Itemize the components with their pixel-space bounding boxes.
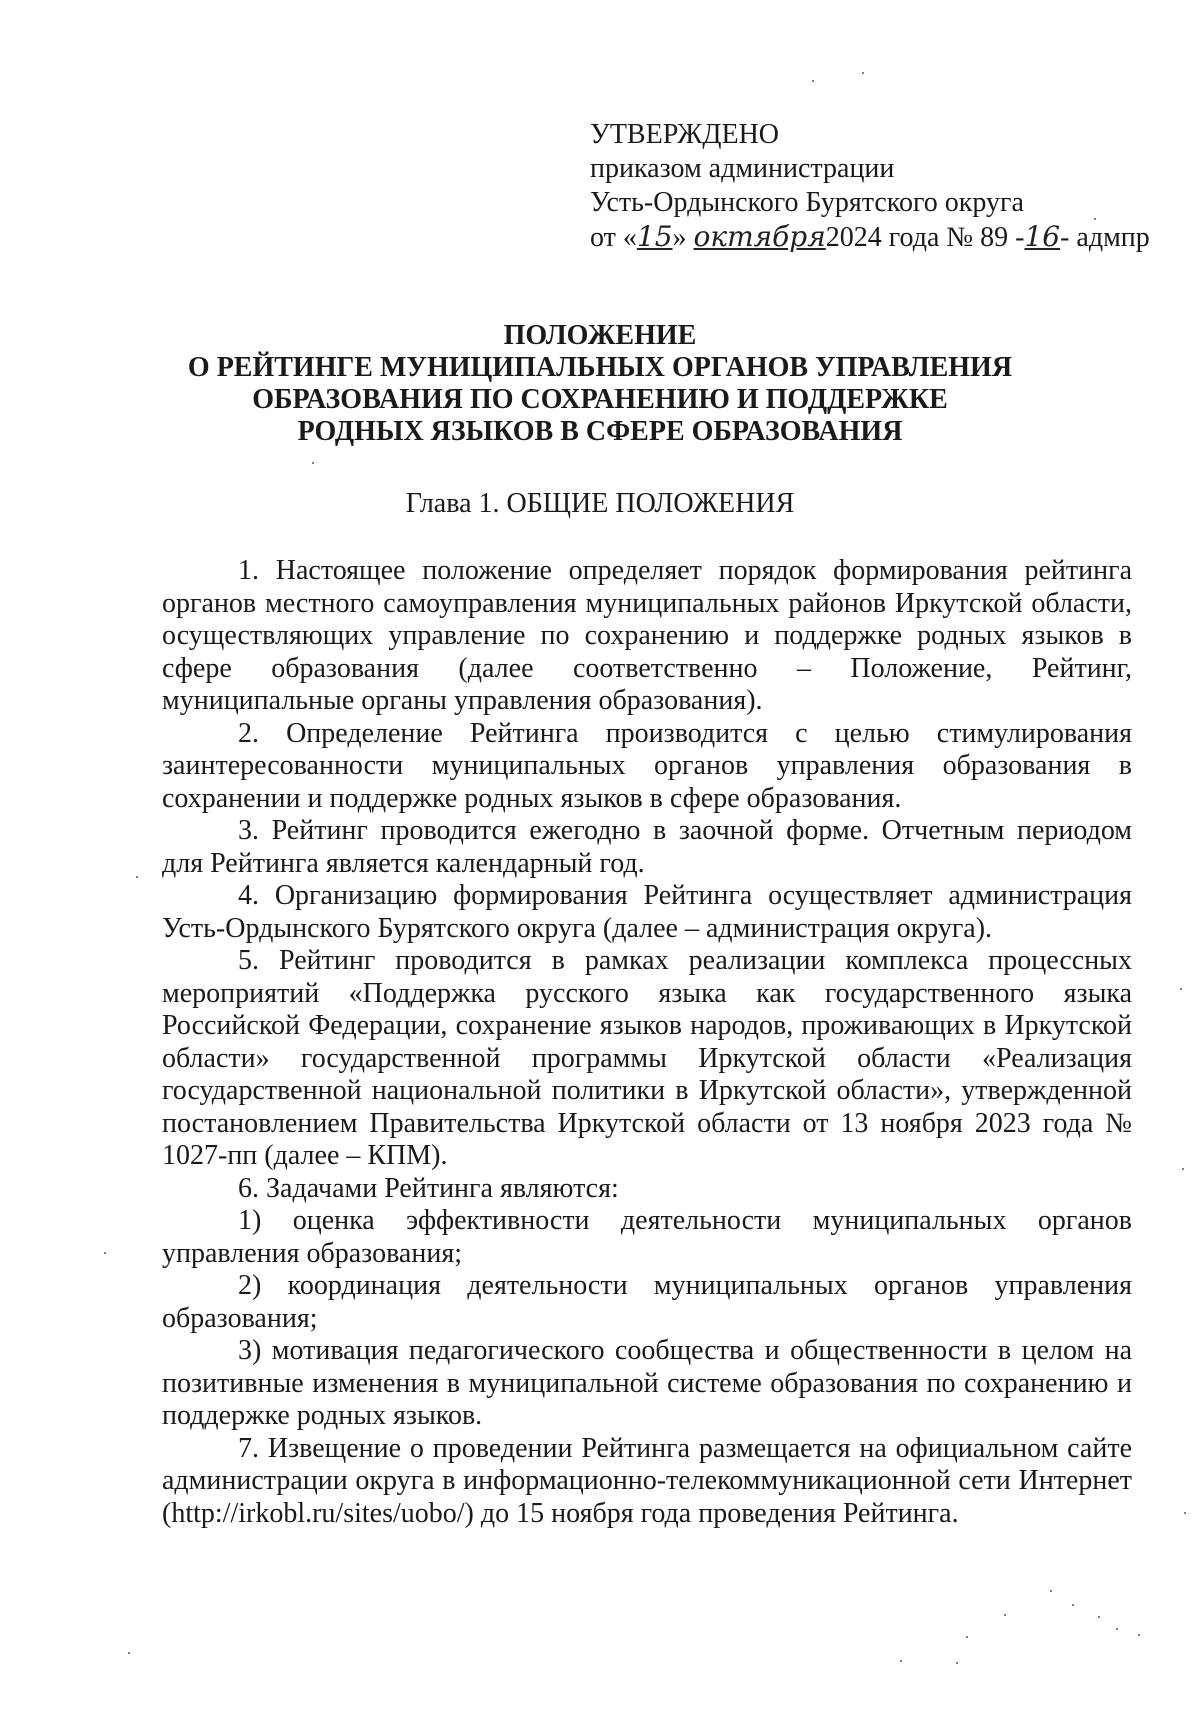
paragraph-1: 1. Настоящее положение определяет порядок формирования рейтинга органов местного самоуправления муниципальных районов Иркутской области, осуществляющих управление по сохранению и поддержке родных языков в сфере образования (далее соответственно – Положение, Рейтинг, муниципальные органы управления образования). [162,555,1132,716]
title-line-3: ОБРАЗОВАНИЯ ПО СОХРАНЕНИЮ И ПОДДЕРЖКЕ [252,384,948,415]
date-mid: » [672,222,694,253]
date-year: 2024 года № 89 - [825,222,1025,253]
scan-speck [128,1652,130,1654]
scan-speck [1184,1512,1186,1514]
title-line-1: ПОЛОЖЕНИЕ [503,320,697,351]
scan-speck [1004,1614,1006,1616]
scan-speck [1138,1634,1140,1636]
scan-speck [1072,1604,1074,1606]
handwritten-day: 15 [636,220,673,253]
paragraph-7: 7. Извещение о проведении Рейтинга размещается на официальном сайте администрации округа в информационно-телекоммуникационной сети Интернет (http://irkobl.ru/sites/uobo/) до 15 ноября года проведения Рейтинга. [162,1432,1132,1529]
scan-speck [1182,1168,1184,1170]
approval-order-line: приказом администрации [590,153,895,184]
handwritten-month: октября [693,220,826,253]
paragraph-6-item-1: 1) оценка эффективности деятельности муниципальных органов управления образования; [162,1205,1132,1269]
chapter-heading: Глава 1. ОБЩИЕ ПОЛОЖЕНИЯ [405,488,795,519]
scan-speck [956,1662,958,1664]
title-line-2: О РЕЙТИНГЕ МУНИЦИПАЛЬНЫХ ОРГАНОВ УПРАВЛЕНИЯ [187,352,1013,383]
scan-speck [1094,218,1096,220]
paragraph-3: 3. Рейтинг проводится ежегодно в заочной форме. Отчетным периодом для Рейтинга является календарный год. [162,815,1132,879]
paragraph-6: 6. Задачами Рейтинга являются: [238,1172,619,1204]
paragraph-6-item-2: 2) координация деятельности муниципальных органов управления образования; [162,1270,1132,1334]
approval-heading: УТВЕРЖДЕНО [590,119,780,150]
date-prefix: от « [590,222,637,253]
scan-speck [1050,1590,1052,1592]
scan-speck [1116,1628,1118,1630]
scan-speck [312,462,314,464]
handwritten-order-number: 16 [1024,220,1061,253]
approval-authority-line: Усть-Ордынского Бурятского округа [590,187,1024,218]
scan-speck [812,80,814,82]
scan-speck [966,1636,968,1638]
scan-speck [1180,988,1182,990]
scan-speck [1098,1616,1100,1618]
paragraph-2: 2. Определение Рейтинга производится с целью стимулирования заинтересованности муниципальных органов управления образования в сохранении и поддержке родных языков в сфере образования. [162,717,1132,814]
approval-stamp [590,118,1150,255]
document-title [150,320,1050,448]
scan-speck [862,72,864,74]
date-suffix: - адмпр [1060,222,1150,253]
scan-speck [900,1660,902,1662]
document-body [162,555,1132,1530]
paragraph-6-item-3: 3) мотивация педагогического сообщества и общественности в целом на позитивные изменения в муниципальной системе образования по сохранению и поддержке родных языков. [162,1335,1132,1431]
paragraph-5: 5. Рейтинг проводится в рамках реализации комплекса процессных мероприятий «Поддержка русского языка как государственного языка Российской Федерации, сохранение языков народов, проживающих в Иркутской области» государственной программы Иркутской области «Реализация государственной национальной политики в Иркутской области», утвержденной постановлением Правительства Иркутской области от 13 ноября 2023 года № 1027-пп (далее – КПМ). [162,945,1132,1171]
title-line-4: РОДНЫХ ЯЗЫКОВ В СФЕРЕ ОБРАЗОВАНИЯ [297,416,903,447]
approval-date-line [590,220,1150,255]
paragraph-4: 4. Организацию формирования Рейтинга осуществляет администрация Усть-Ордынского Бурятского округа (далее – администрация округа). [162,880,1132,944]
scan-speck [104,1252,106,1254]
scan-speck [136,876,138,878]
